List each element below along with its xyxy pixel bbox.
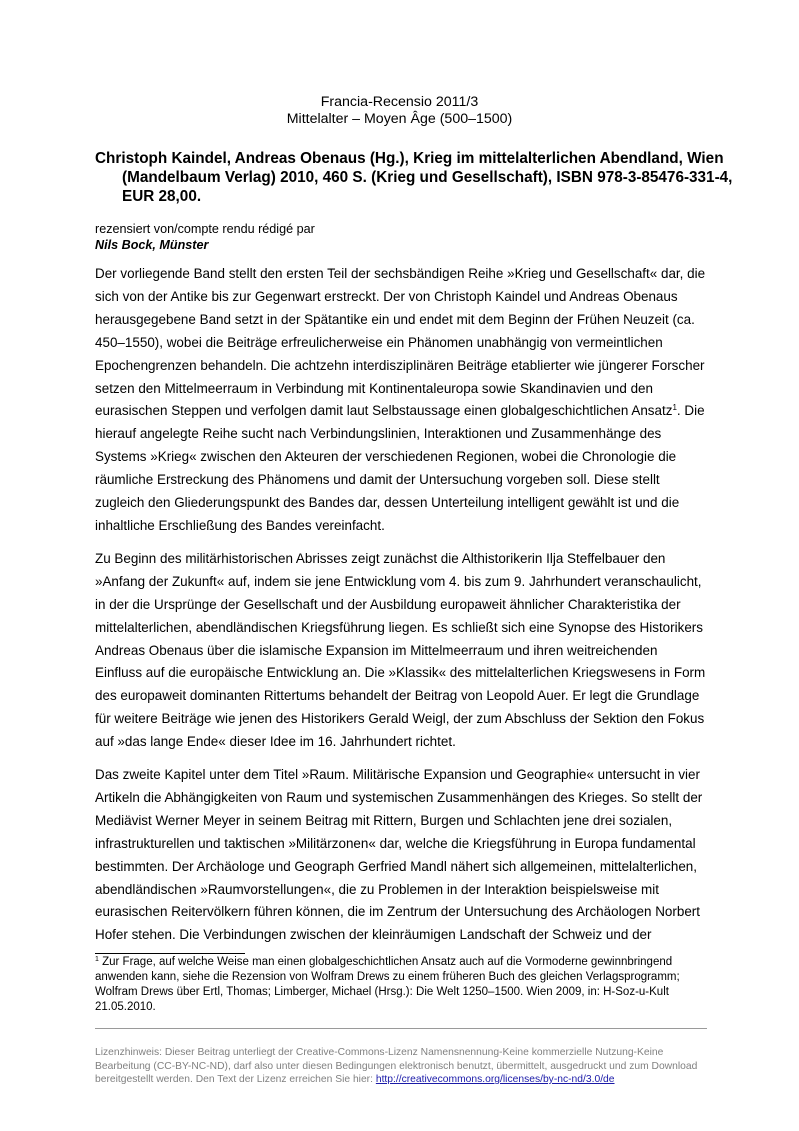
footnote-text: Zur Frage, auf welche Weise man einen globalgeschichtlichen Ansatz auch auf die Vormoderne gewinnbringend anwenden kann, siehe die Rezension von Wolfram Drews zu einem früheren Buch des gleichen Verlagsprogramm; Wolfram Drews über Ertl, Thomas; Limberger, Michael (Hrsg.): Die Welt 1250–1500. Wien 2009, in: H-Soz-u-Kult 21.05.2010. bbox=[95, 956, 680, 1013]
review-body bbox=[95, 263, 707, 947]
footnote-number: 1 bbox=[95, 956, 99, 963]
paragraph-2: Zu Beginn des militärhistorischen Abrisses zeigt zunächst die Althistorikerin Ilja Steffelbauer den »Anfang der Zukunft« auf, indem sie jene Entwicklung vom 4. bis zum 9. Jahrhundert veranschaulicht, in der die Ursprünge der Gesellschaft und der Ausbildung europaweit ähnlicher Charakteristika der mittelalterlichen, abendländischen Kriegsführung liegen. Es schließt sich eine Synopse des Historikers Andreas Obenaus über die islamische Expansion im Mittelmeerraum und ihren weitreichenden Einfluss auf die europäische Entwicklung an. Die »Klassik« des mittelalterlichen Kriegswesens in Form des europaweit dominanten Rittertums behandelt der Beitrag von Leopold Auer. Er legt die Grundlage für weitere Beiträge wie jenen des Historikers Gerald Weigl, der zum Abschluss der Sektion den Fokus auf »das lange Ende« dieser Idee im 16. Jahrhundert richtet. bbox=[95, 550, 706, 750]
license-divider bbox=[95, 1028, 707, 1029]
reviewer-label: rezensiert von/compte rendu rédigé par bbox=[95, 222, 315, 236]
reviewer-block bbox=[95, 221, 715, 253]
reviewer-name: Nils Bock, Münster bbox=[95, 238, 209, 252]
license-notice bbox=[95, 1046, 715, 1087]
license-link[interactable]: http://creativecommons.org/licenses/by-nc-nd/3.0/de bbox=[375, 1074, 615, 1085]
footnote bbox=[95, 955, 715, 1015]
footnote-reference[interactable]: 1 bbox=[672, 403, 677, 413]
paragraph-3: Das zweite Kapitel unter dem Titel »Raum. Militärische Expansion und Geographie« untersucht in vier Artikeln die Abhängigkeiten von Raum und systemischen Zusammenhängen des Krieges. So stellt der Mediävist Werner Meyer in seinem Beitrag mit Rittern, Burgen und Schlachten jene drei sozialen, infrastrukturellen und taktischen »Militärzonen« dar, welche die Kriegsführung in Europa fundamental bestimmten. Der Archäologe und Geograph Gerfried Mandl nähert sich allgemeinen, mittelalterlichen, abendländischen »Raumvorstellungen«, die zu Problemen in der Interaktion beispielsweise mit eurasischen Reitervölkern führen können, die im Zentrum der Untersuchung des Archäologen Norbert Hofer stehen. Die Verbindungen zwischen der kleinräumigen Landschaft der Schweiz und der bbox=[95, 767, 703, 943]
footnote-divider bbox=[95, 953, 245, 954]
paragraph-1-text-b: . Die hierauf angelegte Reihe sucht nach Verbindungslinien, Interaktionen und Zusammenhänge des Systems »Krieg« zwischen den Akteuren der verschiedenen Regionen, wobei die Chronologie die räumliche Erstreckung des Phänomens und damit der Untersuchung vorgeben soll. Diese stellt zugleich den Gliederungspunkt des Bandes dar, dessen Unterteilung intelligent gewählt ist und die inhaltliche Erschließung des Bandes vereinfacht. bbox=[95, 403, 705, 533]
paragraph-1-text-a: Der vorliegende Band stellt den ersten Teil der sechsbändigen Reihe »Krieg und Gesellschaft« dar, die sich von der Antike bis zur Gegenwart erstreckt. Der von Christoph Kaindel und Andreas Obenaus herausgegebene Band setzt in der Spätantike ein und endet mit dem Beginn der Frühen Neuzeit (ca. 450–1550), wobei die Beiträge erfreulicherweise ein Phänomen unabhängig von vermeintlichen Epochengrenzen behandeln. Die achtzehn interdisziplinären Beiträge etablierter wie jüngerer Forscher setzen den Mittelmeerraum in Verbindung mit Kontinentaleuropa sowie Skandinavien und den eurasischen Steppen und verfolgen damit laut Selbstaussage einen globalgeschichtlichen Ansatz bbox=[95, 266, 706, 419]
page-header bbox=[0, 94, 799, 128]
section-heading: Mittelalter – Moyen Âge (500–1500) bbox=[286, 111, 513, 127]
license-text: Lizenzhinweis: Dieser Beitrag unterliegt der Creative-Commons-Lizenz Namensnennung-Keine kommerzielle Nutzung-Keine Bearbeitung (CC-BY-NC-ND), darf also unter diesen Bedingungen elektronisch benutzt, übermittelt, ausgedruckt und zum Download bereitgestellt werden. Den Text der Lizenz erreichen Sie hier: bbox=[95, 1047, 698, 1085]
paragraph-1 bbox=[95, 263, 707, 538]
review-title: Christoph Kaindel, Andreas Obenaus (Hg.), Krieg im mittelalterlichen Abendland, Wien (Mandelbaum Verlag) 2010, 460 S. (Krieg und Gesellschaft), ISBN 978-3-85476-331-4, EUR 28,00. bbox=[95, 150, 733, 205]
journal-issue: Francia-Recensio 2011/3 bbox=[320, 94, 479, 110]
